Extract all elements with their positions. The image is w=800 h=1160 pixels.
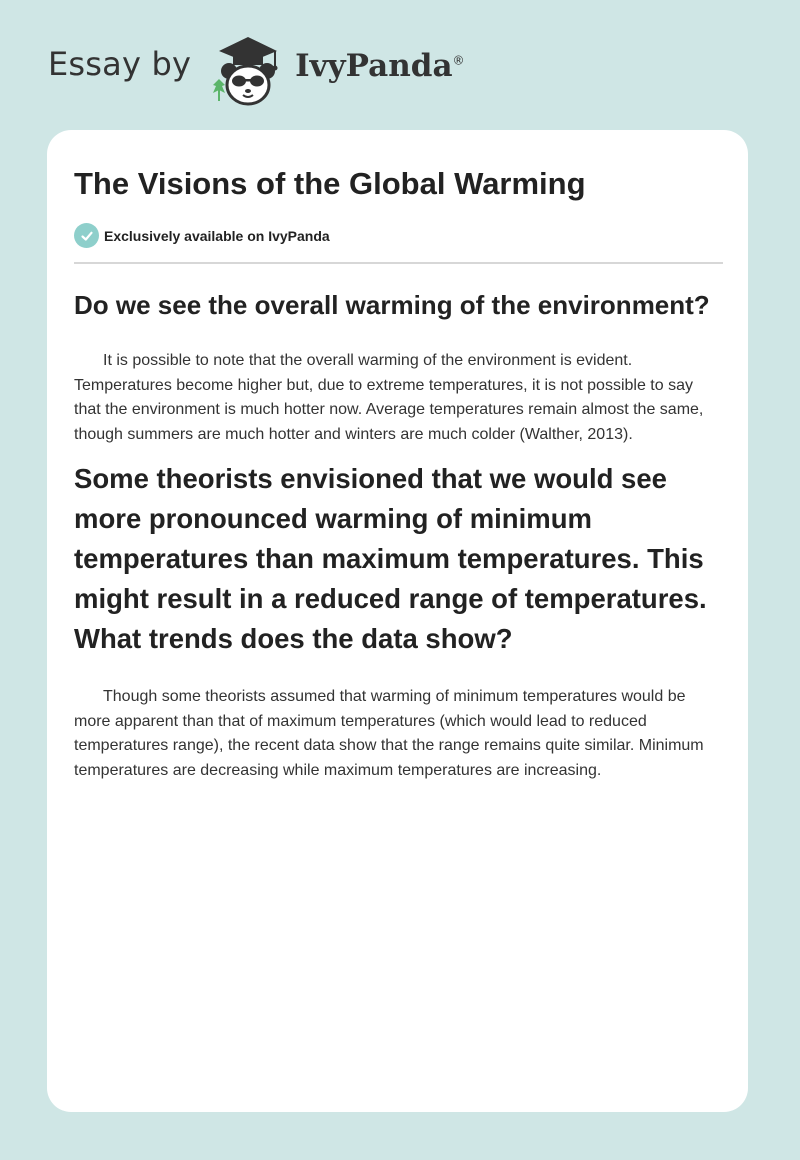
check-circle-icon	[74, 223, 99, 248]
availability-text: Exclusively available on IvyPanda	[104, 227, 330, 244]
section-heading: Do we see the overall warming of the environment?	[74, 290, 710, 320]
section-paragraph: Though some theorists assumed that warming of minimum temperatures would be more apparent than that of maximum temperatures (which would lead to reduced temperatures range), the recent data show that the range remains quite similar. Minimum temperatures are decreasing while maximum temperatures are increasing.	[74, 688, 704, 779]
availability-badge	[74, 223, 722, 248]
registered-mark: ®	[452, 53, 465, 68]
panda-graduate-logo-icon[interactable]	[205, 31, 291, 109]
section-paragraph: It is possible to note that the overall warming of the environment is evident. Temperatures become higher but, due to extreme temperatures, it is not possible to say that the environment is much hotter now. Average temperatures remain almost the same, though summers are much hotter and winters are much colder (Walther, 2013).	[74, 352, 704, 443]
brand-text: IvyPanda	[295, 48, 453, 84]
essay-by-label: Essay by	[48, 45, 192, 83]
brand-name[interactable]	[295, 48, 464, 84]
page-title: The Visions of the Global Warming	[74, 166, 586, 201]
essay-card	[47, 130, 748, 1112]
divider	[74, 262, 723, 264]
section-heading: Some theorists envisioned that we would see more pronounced warming of minimum temperatures than maximum temperatures. This might result in a reduced range of temperatures. What trends does the data show?	[74, 463, 707, 654]
site-header	[48, 32, 465, 112]
